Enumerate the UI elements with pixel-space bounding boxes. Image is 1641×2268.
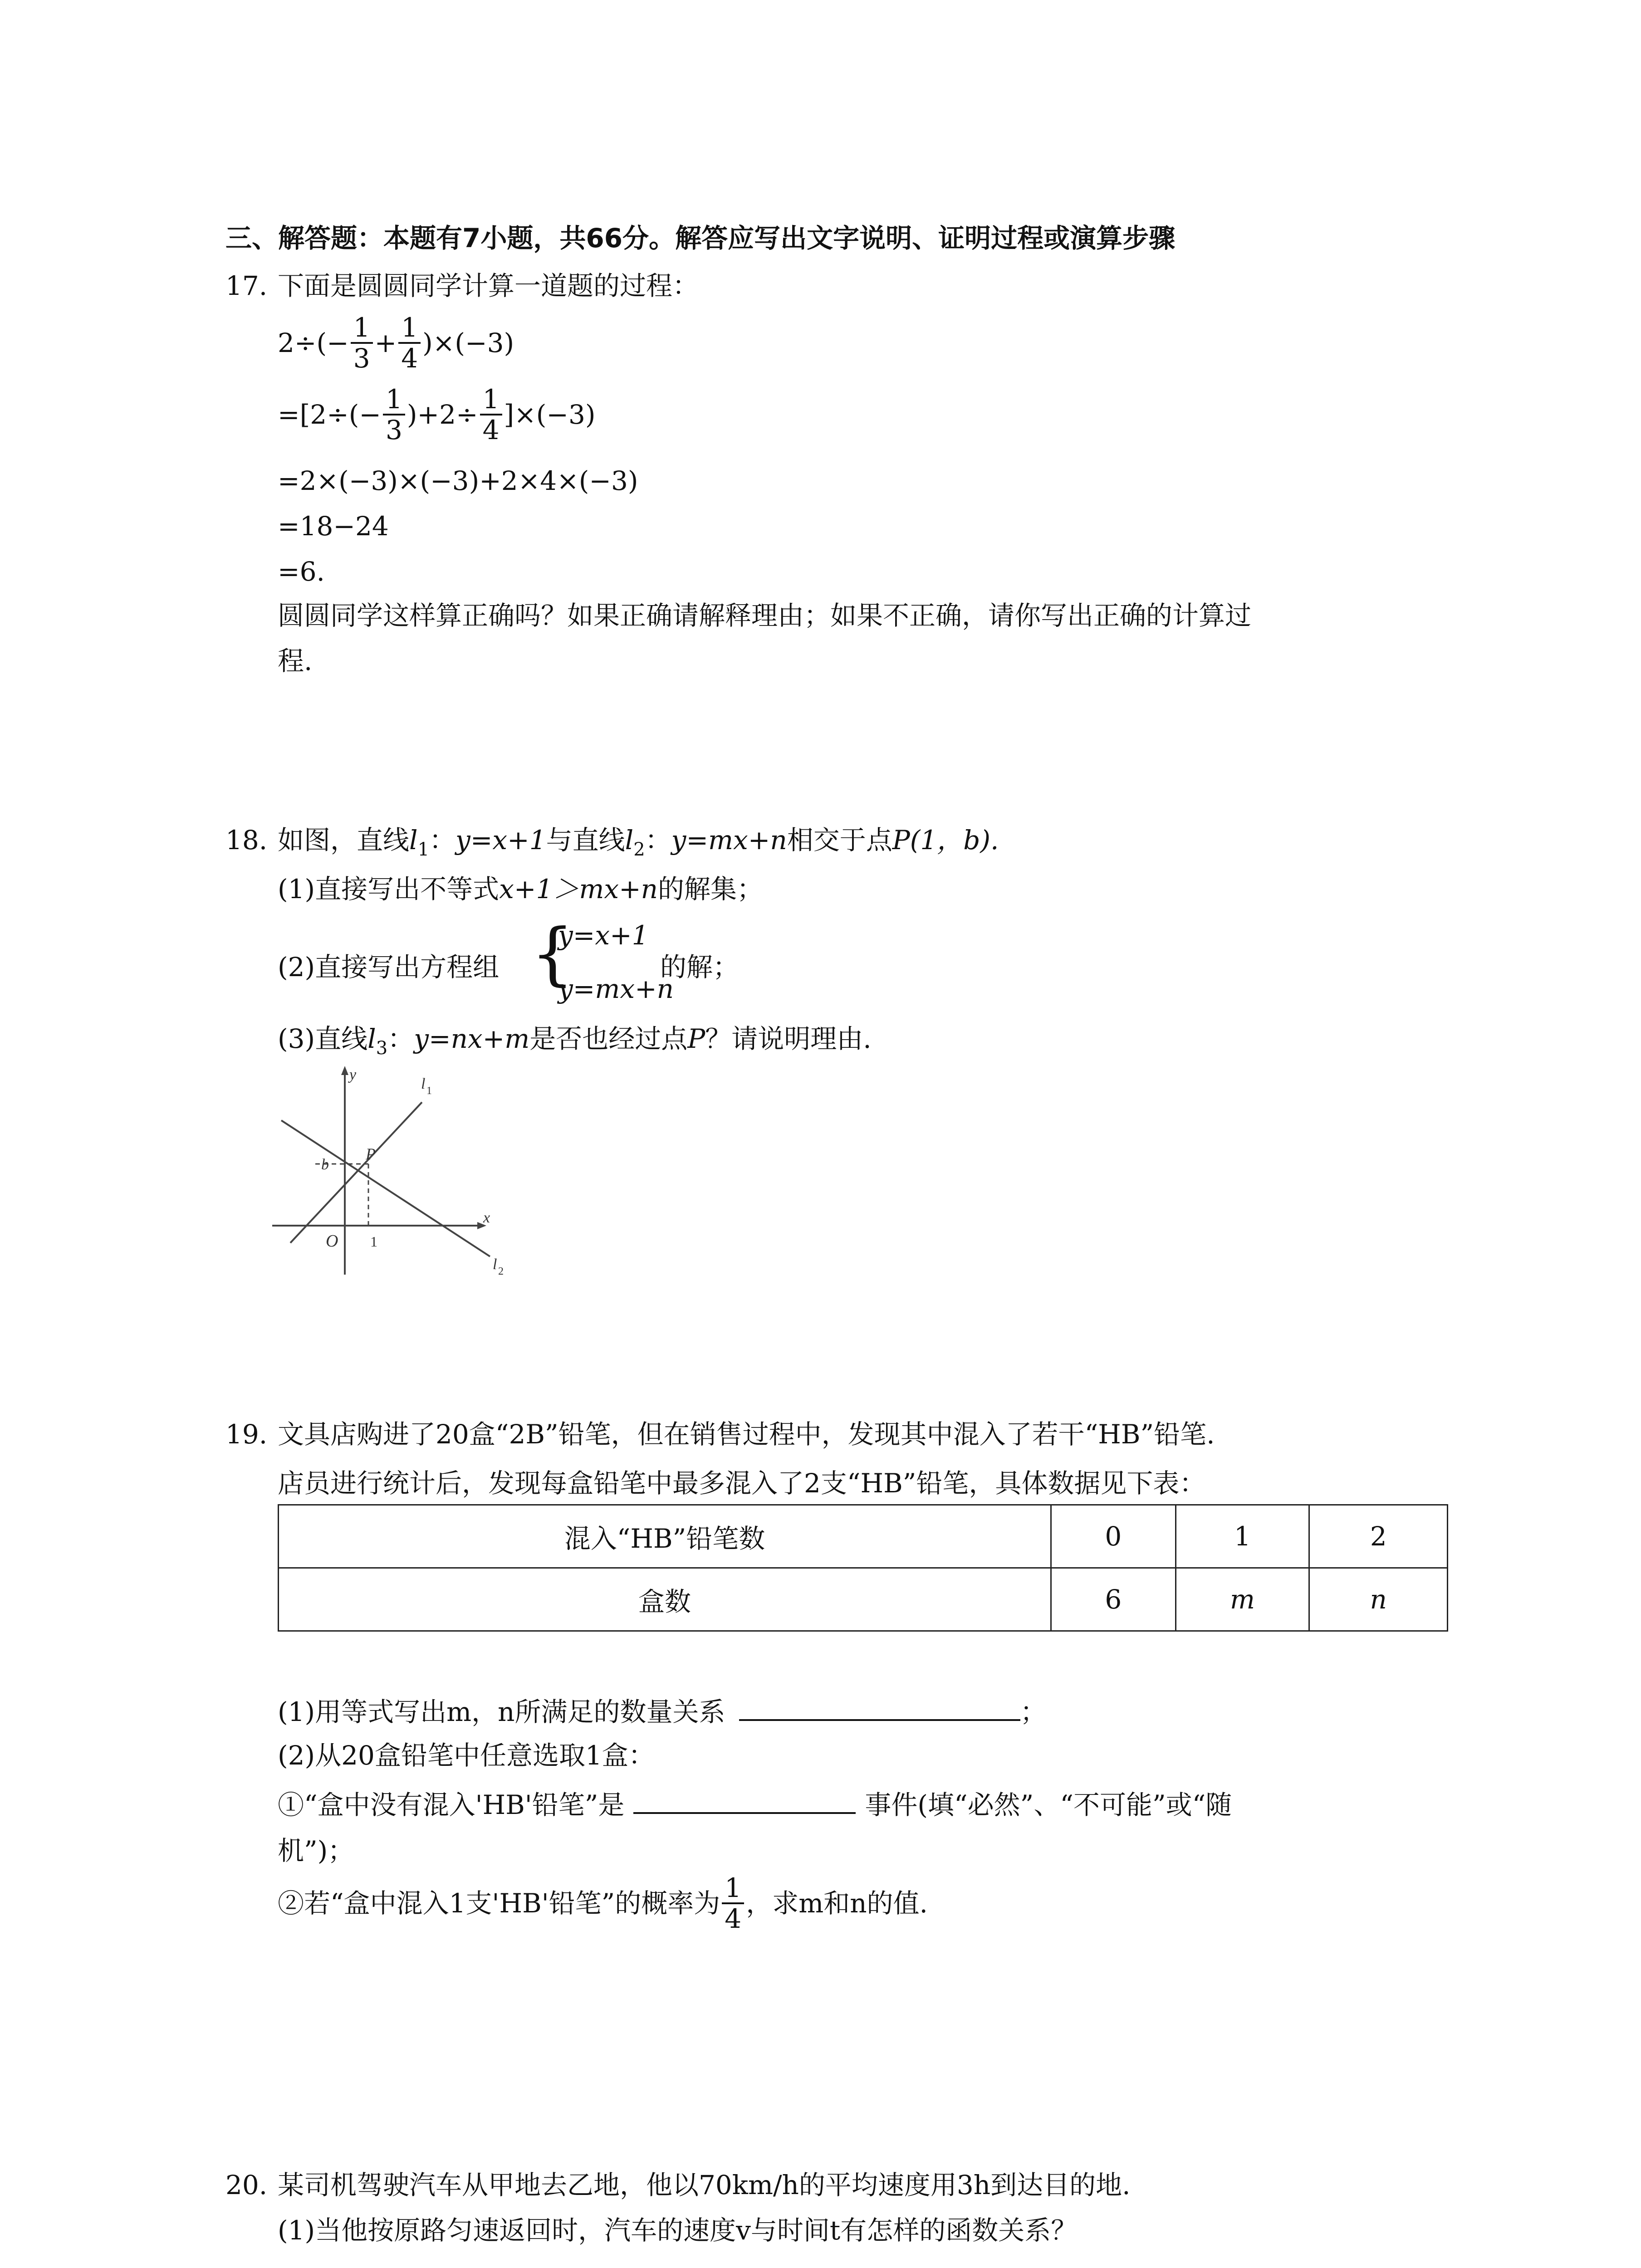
point-p: P(1，b).: [892, 825, 999, 855]
table-cell: 2: [1309, 1505, 1448, 1568]
q20-stem: 某司机驾驶汽车从甲地去乙地，他以70km/h的平均速度用3h到达目的地.: [278, 2170, 1131, 2200]
q18-part1-a: (1)直接写出不等式: [278, 874, 500, 904]
system-eq1: y=x+1: [558, 920, 649, 951]
q17-line2-c: ]×(−3): [504, 399, 596, 430]
y-axis-arrow-icon: [341, 1066, 348, 1075]
q18-colon: ：: [645, 825, 671, 855]
q17-question-line2: 程.: [278, 645, 313, 676]
q19-stem-line2: 店员进行统计后，发现每盒铅笔中最多混入了2支“HB”铅笔，具体数据见下表：: [278, 1468, 1206, 1499]
q19-part2a-line2: 机”)；: [278, 1835, 354, 1866]
q18-part3-c: ？请说明理由.: [705, 1023, 872, 1054]
q18-part3: [278, 1021, 872, 1066]
q17-line1-c: )×(−3): [422, 327, 514, 358]
table-row: [279, 1568, 1448, 1631]
fraction-one-quarter: [722, 1873, 744, 1933]
table-row: [279, 1505, 1448, 1568]
q18-colon: ：: [387, 1023, 414, 1054]
table-cell: m: [1176, 1568, 1309, 1631]
q18-stem-a: 如图，直线: [278, 825, 410, 855]
q18-coordinate-figure: [268, 1061, 522, 1279]
q19-part1: [278, 1692, 1047, 1730]
q18-stem: [278, 822, 999, 868]
figure-l1-subscript: 1: [426, 1085, 432, 1097]
system-eq2: y=mx+n: [558, 973, 674, 1004]
figure-l1-label: l: [421, 1075, 426, 1092]
q19-stem-line1: 文具店购进了20盒“2B”铅笔，但在销售过程中，发现其中混入了若干“HB”铅笔.: [278, 1419, 1215, 1450]
q18-stem-c: 与直线: [546, 825, 625, 855]
fraction-denominator: 4: [725, 1903, 742, 1934]
table-cell: 1: [1176, 1505, 1309, 1568]
q18-part1: [278, 871, 763, 907]
fraction-denominator: 4: [482, 415, 500, 445]
q18-part1-b: 的解集；: [658, 874, 764, 904]
q17-line2-b: )+2÷: [407, 399, 478, 430]
fraction-one-quarter: [480, 385, 502, 445]
figure-l2-label: l: [493, 1256, 497, 1273]
figure-l2-subscript: 2: [498, 1266, 504, 1277]
q18-part3-b: 是否也经过点: [529, 1023, 688, 1054]
fraction-numerator: 1: [480, 385, 502, 415]
q18-colon: ：: [429, 825, 456, 855]
system-brace: {: [531, 914, 574, 993]
table-cell: 0: [1051, 1505, 1176, 1568]
q17-line1-b: +: [374, 327, 397, 358]
table-header-cell: 混入“HB”铅笔数: [279, 1505, 1051, 1568]
line-l2-label: l: [625, 825, 634, 855]
fraction-numerator: 1: [351, 313, 373, 344]
answer-blank[interactable]: [739, 1692, 1020, 1721]
q17-number: 17.: [225, 270, 268, 301]
q19-data-table: [278, 1504, 1448, 1632]
section-heading: 三、解答题：本题有7小题，共66分。解答应写出文字说明、证明过程或演算步骤: [225, 223, 1176, 254]
fraction-numerator: 1: [383, 385, 405, 415]
q20-number: 20.: [225, 2170, 268, 2200]
q17-line2-a: =[2÷(−: [278, 399, 381, 430]
q18-part2-end: 的解；: [660, 952, 740, 982]
fraction-one-third: [383, 385, 405, 445]
q17-line2: [278, 385, 595, 445]
q19-number: 19.: [225, 1419, 268, 1450]
q20-part1: (1)当他按原路匀速返回时，汽车的速度v与时间t有怎样的函数关系？: [278, 2215, 1078, 2246]
q17-line1-a: 2÷(−: [278, 327, 349, 358]
q19-part1-text: (1)用等式写出m，n所满足的数量关系: [278, 1696, 725, 1727]
figure-origin-label: O: [326, 1232, 338, 1251]
figure-y-label: y: [349, 1066, 357, 1083]
table-cell: n: [1309, 1568, 1448, 1631]
figure-p-label: P: [366, 1145, 376, 1163]
q19-part2: (2)从20盒铅笔中任意选取1盒：: [278, 1740, 655, 1771]
line-l3-subscript: 3: [376, 1038, 388, 1059]
q17-line3: =2×(−3)×(−3)+2×4×(−3): [278, 465, 638, 496]
q17-intro: 下面是圆圆同学计算一道题的过程：: [278, 270, 699, 301]
q19-part2a-options: 事件(填“必然”、“不可能”或“随: [865, 1789, 1232, 1820]
table-header-cell: 盒数: [279, 1568, 1051, 1631]
q19-part2a: [278, 1785, 1232, 1823]
q19-part2b-end: ，求m和n的值.: [746, 1888, 928, 1919]
q18-stem-d: 相交于点: [787, 825, 892, 855]
point-p-ref: P: [687, 1023, 705, 1054]
q17-question-line1: 圆圆同学这样算正确吗？如果正确请解释理由；如果不正确，请你写出正确的计算过: [278, 600, 1252, 631]
fraction-one-quarter: [398, 313, 421, 373]
q18-part2-label: (2)直接写出方程组: [278, 952, 500, 982]
inequality: x+1＞mx+n: [499, 874, 658, 904]
q19-part2b-text: ②若“盒中混入1支'HB'铅笔”的概率为: [278, 1888, 720, 1919]
q18-number: 18.: [225, 825, 268, 855]
q17-line5: =6.: [278, 556, 325, 587]
answer-blank[interactable]: [633, 1785, 856, 1814]
q18-part3-a: (3)直线: [278, 1023, 368, 1054]
line-l1-label: l: [409, 825, 418, 855]
q19-part2a-text: ①“盒中没有混入'HB'铅笔”是: [278, 1789, 625, 1820]
figure-b-label: b: [321, 1156, 329, 1173]
fraction-denominator: 3: [353, 343, 370, 374]
line-l1: [290, 1102, 422, 1243]
figure-tick-1: 1: [370, 1233, 377, 1250]
q17-line4: =18−24: [278, 511, 389, 542]
equation-l1: y=x+1: [456, 825, 546, 855]
equation-l2: y=mx+n: [671, 825, 787, 855]
fraction-one-third: [351, 313, 373, 373]
fraction-denominator: 3: [385, 415, 402, 445]
q19-part1-end: ；: [1020, 1696, 1047, 1727]
line-l3-label: l: [367, 1023, 376, 1054]
equation-l3: y=nx+m: [414, 1023, 530, 1054]
fraction-denominator: 4: [401, 343, 418, 374]
table-cell: 6: [1051, 1568, 1176, 1631]
q19-part2b: [278, 1873, 928, 1933]
figure-x-label: x: [483, 1209, 490, 1226]
q17-line1: [278, 313, 514, 373]
line-l2-subscript: 2: [633, 839, 645, 860]
line-l1-subscript: 1: [417, 839, 430, 860]
fraction-numerator: 1: [398, 313, 421, 344]
fraction-numerator: 1: [722, 1873, 744, 1904]
